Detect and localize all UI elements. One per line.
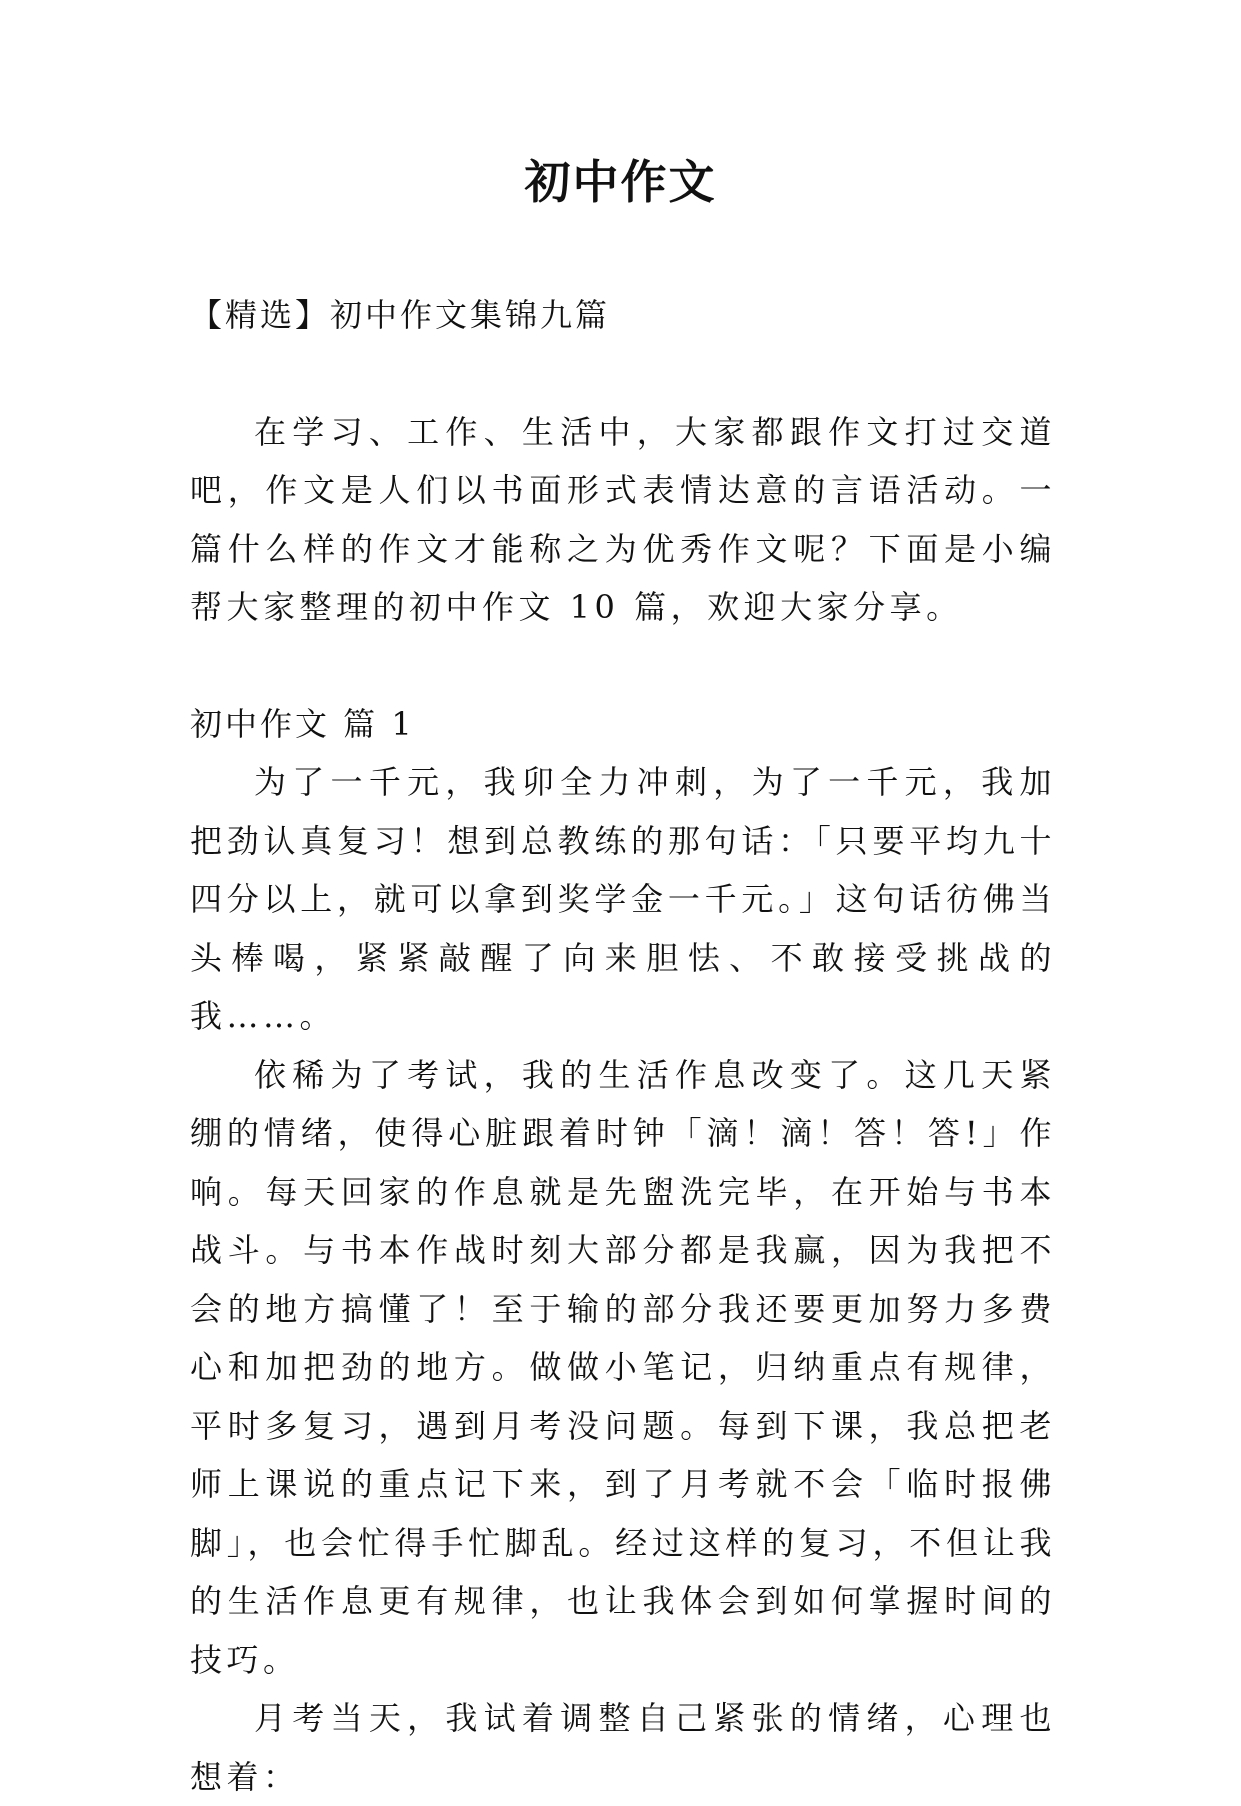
document-body [190, 286, 1056, 1806]
body-paragraph-1: 为了一千元，我卯全力冲刺，为了一千元，我加把劲认真复习！想到总教练的那句话：「只要平均九十四分以上，就可以拿到奖学金一千元。」这句话彷佛当头棒喝，紧紧敲醒了向来胆怯、不敢接受挑战的我……。 [190, 763, 1056, 1035]
body-paragraph-2: 依稀为了考试，我的生活作息改变了。这几天紧绷的情绪，使得心脏跟着时钟「滴！滴！答！答!」作响。每天回家的作息就是先盥洗完毕，在开始与书本战斗。与书本作战时刻大部分都是我赢，因为我把不会的地方搞懂了！至于输的部分我还要更加努力多费心和加把劲的地方。做做小笔记，归纳重点有规律，平时多复习，遇到月考没问题。每到下课，我总把老师上课说的重点记下来，到了月考就不会「临时报佛脚」，也会忙得手忙脚乱。经过这样的复习，不但让我的生活作息更有规律，也让我体会到如何掌握时间的技巧。 [190, 1055, 1056, 1679]
intro-paragraph: 在学习、工作、生活中，大家都跟作文打过交道吧，作文是人们以书面形式表情达意的言语活动。一篇什么样的作文才能称之为优秀作文呢？下面是小编帮大家整理的初中作文 10 篇，欢迎大家分享。 [190, 412, 1056, 626]
document-subtitle: 【精选】初中作文集锦九篇 [190, 296, 611, 334]
section-heading: 初中作文 篇 1 [190, 704, 415, 743]
body-paragraph-3: 月考当天，我试着调整自己紧张的情绪，心理也想着： [190, 1699, 1056, 1796]
document-title: 初中作文 [524, 155, 717, 209]
